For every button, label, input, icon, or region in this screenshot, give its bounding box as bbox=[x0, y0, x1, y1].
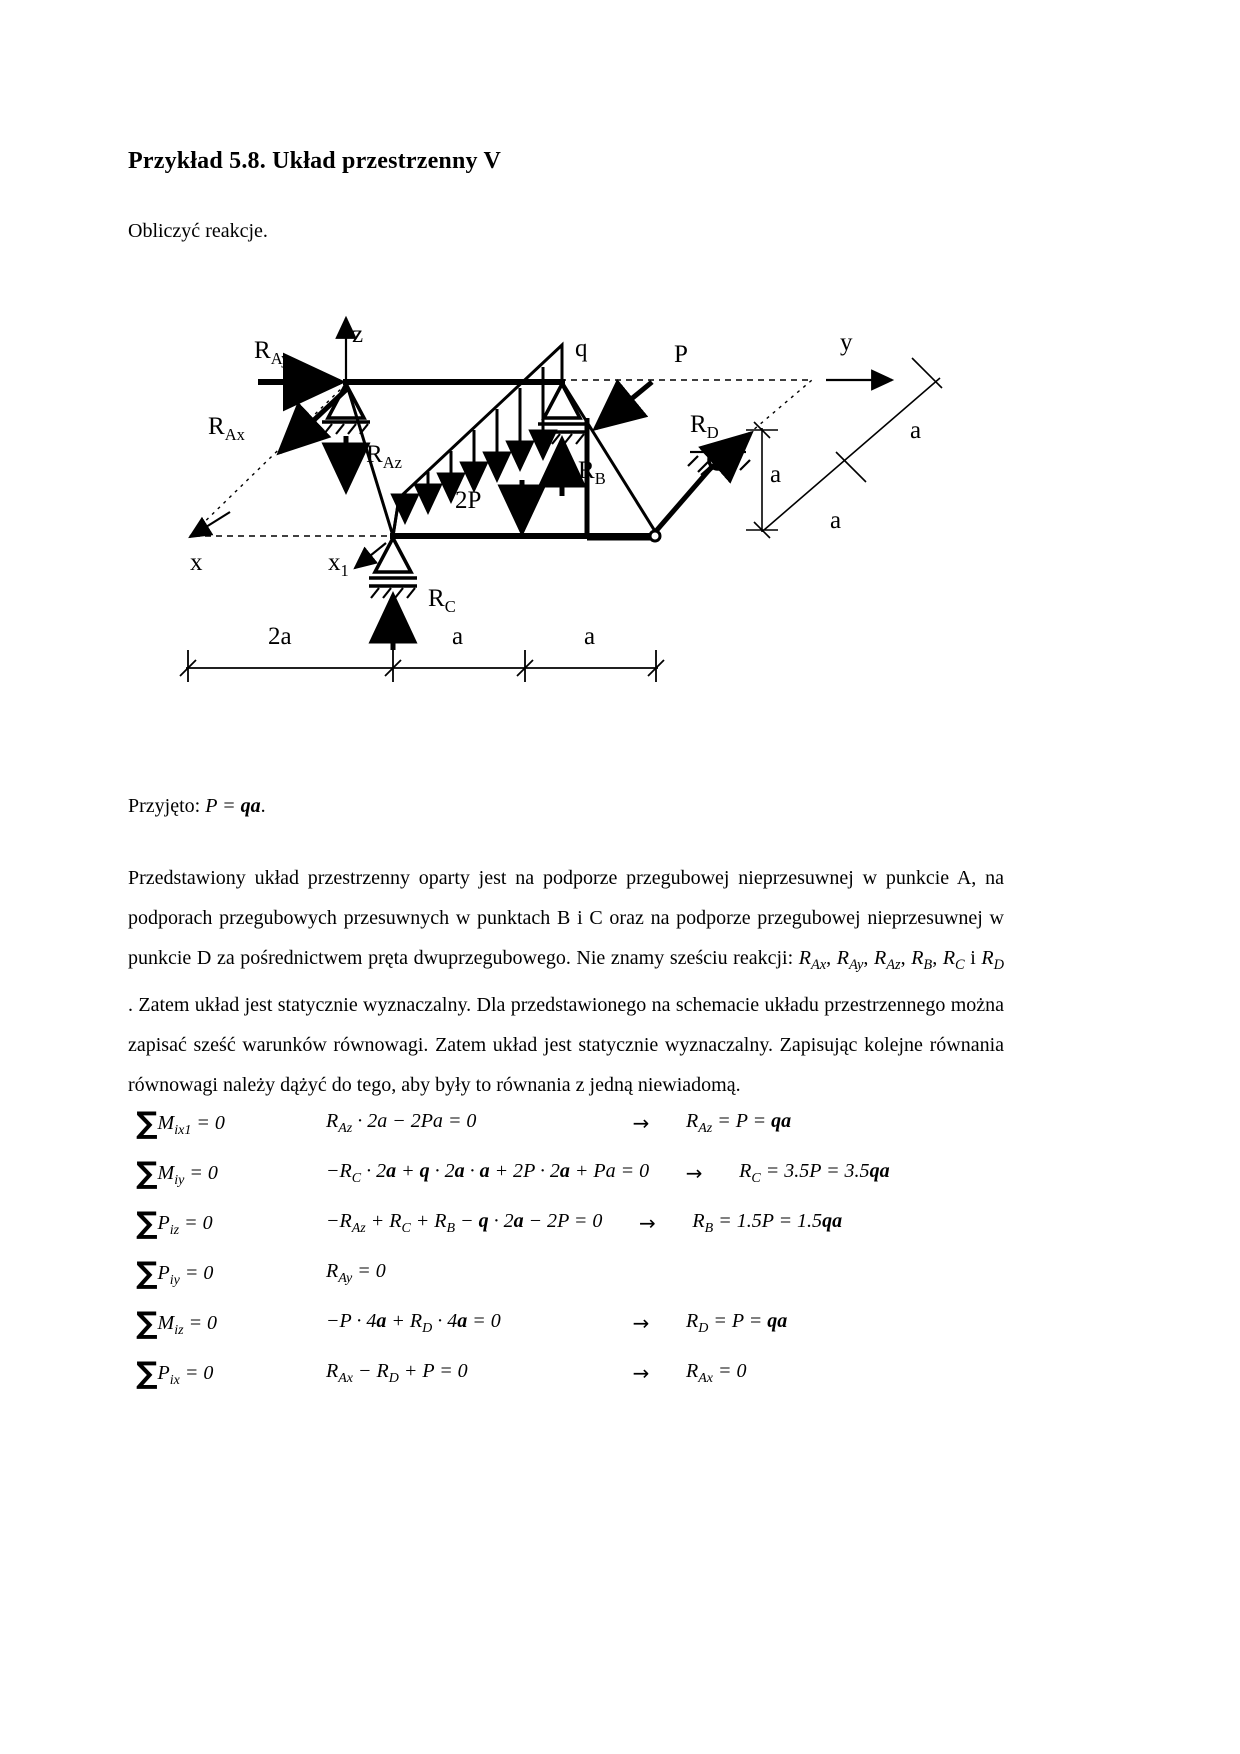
equation-row bbox=[136, 1148, 1016, 1198]
equation-arrow: → bbox=[632, 1111, 650, 1135]
equation-row bbox=[136, 1098, 1016, 1148]
support-d-link bbox=[650, 451, 750, 538]
assumption-formula: P bbox=[205, 795, 218, 817]
force-P-label: P bbox=[674, 341, 688, 368]
axis-x-line bbox=[190, 512, 230, 537]
equation-result: $R_D = P$ = qa bbox=[686, 1309, 788, 1336]
axis-z-label: z bbox=[352, 321, 364, 348]
dimension-a-1-label: a bbox=[452, 623, 464, 650]
dimension-a-right-3-label: a bbox=[910, 417, 922, 444]
equation-main: $R_{Az} \cdot 2a - 2Pa = 0$ bbox=[326, 1109, 477, 1136]
equation-arrow: → bbox=[639, 1211, 656, 1235]
support-c-roller bbox=[369, 538, 417, 598]
axis-x-label: x bbox=[190, 549, 203, 576]
equation-sum: $\sum P_{iz} = 0$ bbox=[136, 1205, 213, 1241]
reaction-RD-label: $R_D$ bbox=[690, 411, 719, 442]
dimension-a-2-label: a bbox=[584, 623, 596, 650]
equation-result: $R_{Az} = P$ = qa bbox=[686, 1109, 792, 1136]
equation-sum: $\sum P_{ix} = 0$ bbox=[136, 1355, 214, 1391]
equation-main: $R_{Ay} = 0$ bbox=[326, 1259, 386, 1286]
equation-main: $-R_C \cdot 2a + q \cdot 2a \cdot a + 2P \cdot 2a + Pa = 0$ bbox=[326, 1159, 650, 1186]
equation-row bbox=[136, 1298, 1016, 1348]
dimension-a-right-1-label: a bbox=[770, 461, 782, 488]
dimension-2a-label: 2a bbox=[268, 623, 292, 650]
equation-arrow: → bbox=[632, 1361, 650, 1385]
reaction-RAy-label: $R_{Ay}$ bbox=[254, 337, 290, 368]
equation-arrow: → bbox=[685, 1161, 703, 1185]
assumption-line: Przyjęto: P = qa. bbox=[128, 795, 266, 817]
page-title: Przykład 5.8. Układ przestrzenny V bbox=[128, 148, 502, 175]
dimension-a-right-2-label: a bbox=[830, 507, 842, 534]
equation-sum: $\sum M_{iz} = 0$ bbox=[136, 1305, 218, 1341]
task-statement: Obliczyć reakcje. bbox=[128, 220, 268, 242]
reaction-RB-label: $R_B$ bbox=[578, 457, 606, 488]
load-q-label: q bbox=[575, 335, 588, 362]
equation-main: $-P \cdot 4a + R_D \cdot 4a = 0$ bbox=[326, 1309, 501, 1336]
equation-result: $R_C = 3.5P = 3.5qa$ bbox=[739, 1159, 890, 1186]
equation-main: $-R_{Az} + R_C + R_B - q \cdot 2a - 2P = 0$ bbox=[326, 1209, 603, 1236]
equation-row bbox=[136, 1348, 1016, 1398]
equation-result: $R_{Ax} = 0$ bbox=[686, 1359, 747, 1386]
axis-x1-label: $x_1$ bbox=[328, 549, 349, 580]
reaction-RAz-label: $R_{Az}$ bbox=[366, 441, 402, 472]
force-2P-label: 2P bbox=[455, 487, 482, 514]
dimension-bottom-chain bbox=[180, 650, 664, 682]
equation-row bbox=[136, 1198, 1016, 1248]
structural-diagram bbox=[150, 300, 990, 720]
dimension-right-diagonal bbox=[764, 358, 942, 530]
reaction-RC-label: $R_C$ bbox=[428, 585, 456, 616]
equation-result: $R_B = 1.5P = 1.5qa$ bbox=[692, 1209, 843, 1236]
description-paragraph: Przedstawiony układ przestrzenny oparty jest na podporze przegubowej nieprzesuwnej w punkcie A, na podporach przegubowych przesuwnych w punktach B i C oraz na podporze przegubowej nieprzesuwnej w punkcie D za pośrednictwem pręta dwuprzegubowego. Nie znamy sześciu reakcji: $R_{Ax}$, $R_{Ay}$, $R_{Az}$, $R_B$, $R_C$ i $R_D$ . Zatem układ jest statycznie wyznaczalny. Dla przedstawionego na schemacie układu przestrzennego można zapisać sześć warunków równowagi. Zatem układ jest statycznie wyznaczalny. Zapisując kolejne równania równowagi należy dążyć do tego, aby były to równania z jedną niewiadomą. bbox=[128, 867, 1005, 1096]
equation-sum: $\sum M_{iy} = 0$ bbox=[136, 1155, 218, 1191]
equation-sum: $\sum P_{iy} = 0$ bbox=[136, 1255, 214, 1291]
support-b-roller bbox=[538, 384, 586, 444]
reaction-RAx-label: $R_{Ax}$ bbox=[208, 413, 245, 444]
equation-arrow: → bbox=[632, 1311, 650, 1335]
assumption-prefix: Przyjęto: bbox=[128, 795, 206, 817]
axis-x1-line bbox=[355, 543, 386, 568]
axis-y-label: y bbox=[840, 329, 853, 356]
equilibrium-equations bbox=[136, 1098, 1016, 1398]
reaction-RAx-arrow bbox=[280, 388, 348, 452]
equation-main: $R_{Ax} - R_D + P = 0$ bbox=[326, 1359, 468, 1386]
equation-row bbox=[136, 1248, 1016, 1298]
equation-sum: $\sum M_{ix1} = 0$ bbox=[136, 1105, 225, 1141]
